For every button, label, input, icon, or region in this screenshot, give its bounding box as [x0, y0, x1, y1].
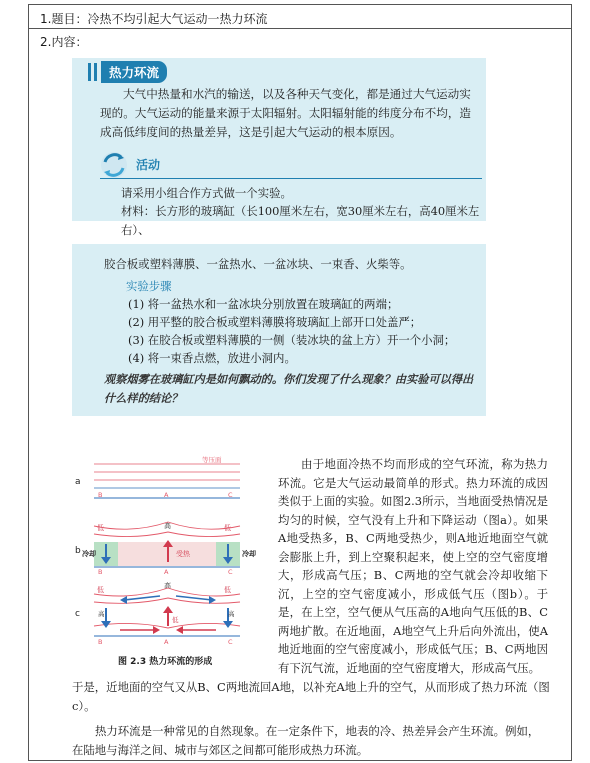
row-label-c: c: [75, 609, 80, 619]
row-label-a: a: [75, 477, 81, 487]
low-label-c-right: 低: [224, 586, 231, 594]
section-title: 热力环流: [101, 61, 167, 83]
low-label-c-left: 低: [97, 586, 104, 594]
high-label-c: 高: [164, 582, 171, 590]
thermal-circulation-paragraph: 由于地面冷热不均而形成的空气环流，称为热力环流。它是大气运动最简单的形式。热力环流的成因类似于上面的实验。如图2.3所示，当地面受热情况是均匀的时候，空气没有上升和下降运动（图a）。如果A地受热多，B、C两地受热少，则A地近地面空气就会膨胀上升，到上空聚积起来，使上空的空气密度增大，形成高气压；B、C两地的空气就会冷却收缩下沉，上空的空气密度减小，形成低气压（图b）。于是，在上空，空气便从气压高的A地向气压低的B、C两地扩散。在近地面，A地空气上升后向外流出，使A地近地面的空气密度减小，形成低气压；B、C两地因有下沉气流，近地面的空气密度增大，形成高气压。: [278, 457, 548, 675]
observe-question: 观察烟雾在玻璃缸内是如何飘动的。你们发现了什么现象？由实验可以得出什么样的结论？: [104, 372, 474, 405]
cold-label-b-right: 冷却: [242, 550, 256, 558]
activity-divider: [100, 178, 482, 179]
step-2: (2) 用平整的胶合板或塑料薄膜将玻璃缸上部开口处盖严；: [128, 315, 422, 329]
activity-cycle-icon: [99, 150, 129, 180]
high-label-b: 高: [164, 522, 171, 530]
closing-paragraph: 热力环流是一种常见的自然现象。在一定条件下，地表的冷、热差异会产生环流。例如，在陆地与海洋之间、城市与郊区之间都可能形成热力环流。: [72, 724, 540, 757]
point-c-c: C: [228, 638, 233, 646]
low-label-c-ground: 低: [172, 616, 179, 624]
high-label-c-right-ground: 高: [228, 610, 235, 618]
point-a-c: A: [164, 638, 169, 646]
point-c-b: C: [228, 568, 233, 576]
section-heading: [88, 62, 167, 82]
activity-materials-2: 胶合板或塑料薄膜、一盆热水、一盆冰块、一束香、火柴等。: [104, 257, 412, 271]
row-label-b: b: [75, 546, 81, 556]
figure-caption: 图 2.3 热力环流的形成: [118, 657, 213, 667]
low-label-b-left: 低: [97, 524, 104, 532]
activity-label: 活动: [136, 158, 161, 172]
point-a-b: A: [164, 568, 169, 576]
point-b-b: B: [98, 568, 103, 576]
high-label-c-left-ground: 高: [98, 610, 105, 618]
steps-title: 实验步骤: [126, 279, 172, 293]
intro-paragraph: 大气中热量和水汽的输送，以及各种天气变化，都是通过大气运动实现的。大气运动的能量来源于太阳辐射。太阳辐射能的纬度分布不均，造成高低纬度间的热量差异，这是引起大气运动的根本原因。: [100, 87, 472, 139]
content-line: 2.内容：: [40, 35, 88, 49]
heading-bars-icon: [88, 63, 97, 81]
point-c-a: C: [228, 491, 233, 499]
cold-label-b-left: 冷却: [82, 550, 96, 558]
thermal-circulation-diagram: [72, 450, 272, 666]
activity-materials-1: 材料：长方形的玻璃缸（长100厘米左右，宽30厘米左右，高40厘米左右）、: [121, 204, 480, 237]
step-3: (3) 在胶合板或塑料薄膜的一侧（装冰块的盆上方）开一个小洞；: [128, 333, 456, 347]
right-column-text: [278, 455, 548, 677]
table-row-divider: [28, 28, 572, 29]
heated-label-b: 受热: [176, 550, 190, 558]
point-b-a: B: [98, 491, 103, 499]
full-width-line: 于是，近地面的空气又从B、C两地流回A地，以补充A地上升的空气，从而形成了热力环流（图c）。: [72, 680, 550, 713]
title-line: 1.题目：冷热不均引起大气运动一热力环流: [40, 12, 268, 26]
activity-instruction: 请采用小组合作方式做一个实验。: [121, 186, 292, 200]
point-b-c: B: [98, 638, 103, 646]
step-4: (4) 将一束香点燃，放进小洞内。: [128, 351, 296, 365]
point-a-a: A: [164, 491, 169, 499]
step-1: (1) 将一盆热水和一盆冰块分别放置在玻璃缸的两端；: [128, 297, 399, 311]
isobar-label: 等压面: [202, 456, 222, 464]
low-label-b-right: 低: [224, 524, 231, 532]
